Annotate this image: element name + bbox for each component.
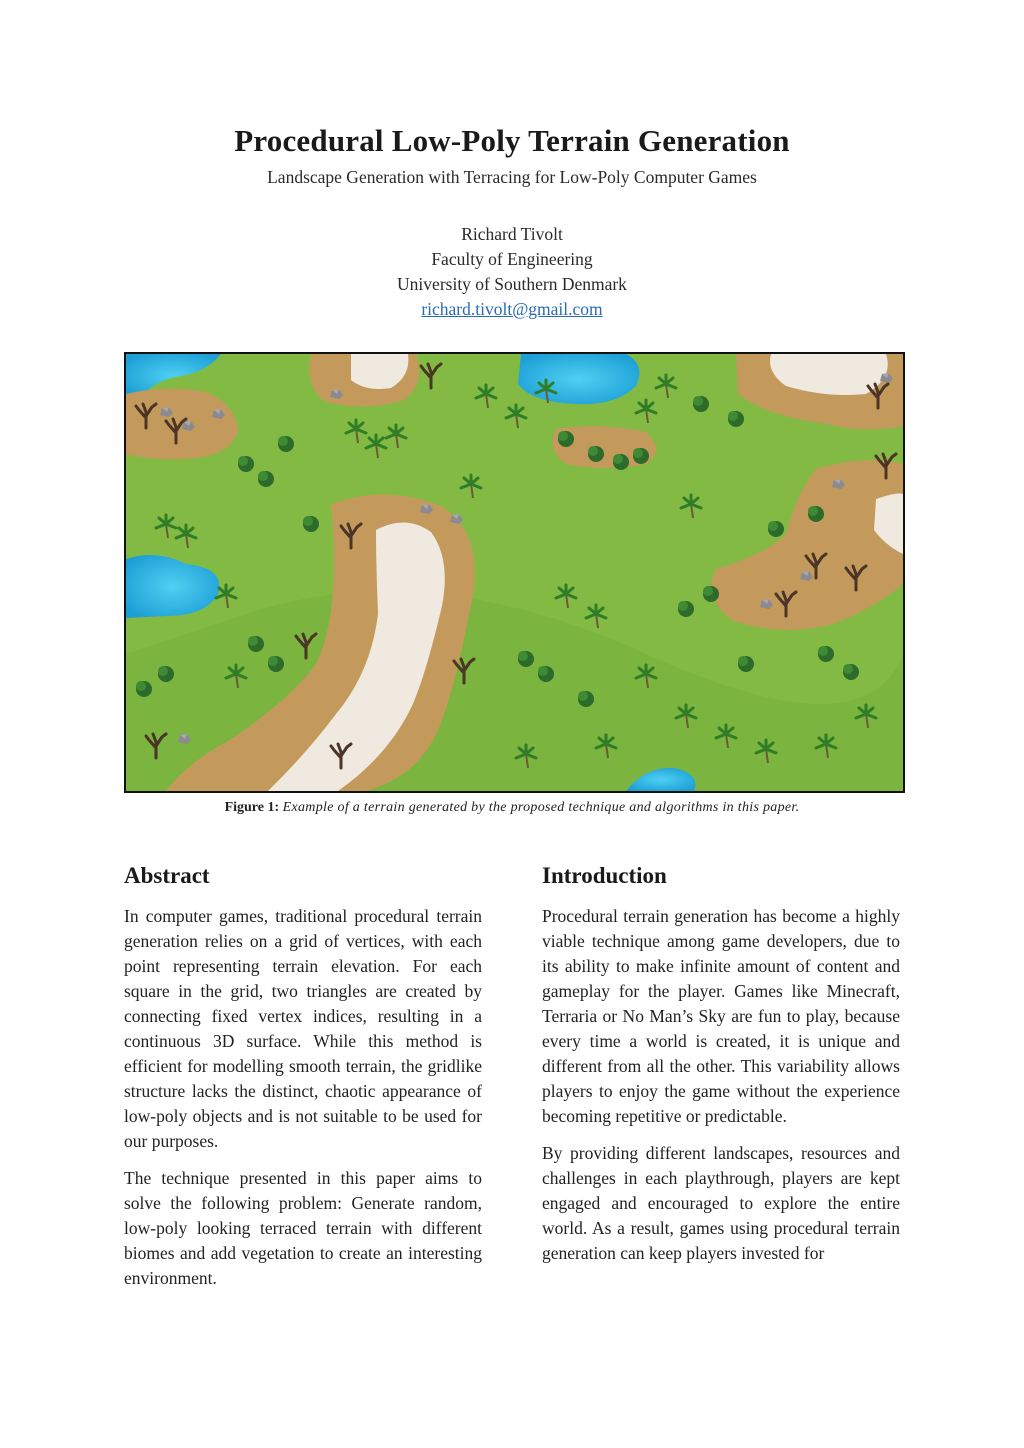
author-name: Richard Tivolt xyxy=(461,224,563,244)
author-faculty: Faculty of Engineering xyxy=(431,249,593,269)
abstract-heading: Abstract xyxy=(124,863,210,888)
terrain-illustration xyxy=(126,354,903,791)
introduction-heading: Introduction xyxy=(542,863,667,888)
abstract-paragraph: The technique presented in this paper aims to solve the following problem: Generate random, low-poly looking terraced terrain with different biomes and add vegetation to create an interesting environment. xyxy=(124,1168,482,1288)
introduction-paragraph: Procedural terrain generation has become a highly viable technique among game developers, due to its ability to make infinite amount of content and gameplay for the player. Games like Minecraft, Terraria or No Man’s Sky are fun to play, because every time a world is created, it is unique and different from all the other. This variability allows players to enjoy the game without the experience becoming repetitive or predictable. xyxy=(542,906,900,1126)
figure-label: Figure 1: xyxy=(224,800,280,815)
introduction-section xyxy=(542,860,900,1278)
author-university: University of Southern Denmark xyxy=(397,274,627,294)
paper-subtitle: Landscape Generation with Terracing for Low-Poly Computer Games xyxy=(267,167,757,187)
introduction-paragraph: By providing different landscapes, resources and challenges in each playthrough, players are kept engaged and encouraged to explore the entire world. As a result, games using procedural terrain generation can keep players invested for xyxy=(542,1143,900,1263)
author-block xyxy=(0,222,1024,322)
author-email-link[interactable]: richard.tivolt@gmail.com xyxy=(421,299,603,319)
abstract-paragraph: In computer games, traditional procedural terrain generation relies on a grid of vertices, with each point representing terrain elevation. For each square in the grid, two triangles are created by connecting fixed vertex indices, resulting in a continuous 3D surface. While this method is efficient for modelling smooth terrain, the gridlike structure lacks the distinct, chaotic appearance of low-poly objects and is not suitable to be used for our purposes. xyxy=(124,906,482,1151)
paper-title: Procedural Low-Poly Terrain Generation xyxy=(234,123,790,158)
abstract-section xyxy=(124,860,482,1303)
figure-terrain-image xyxy=(124,352,905,793)
figure-caption xyxy=(0,800,1024,816)
figure-caption-text: Example of a terrain generated by the proposed technique and algorithms in this paper. xyxy=(282,800,800,815)
